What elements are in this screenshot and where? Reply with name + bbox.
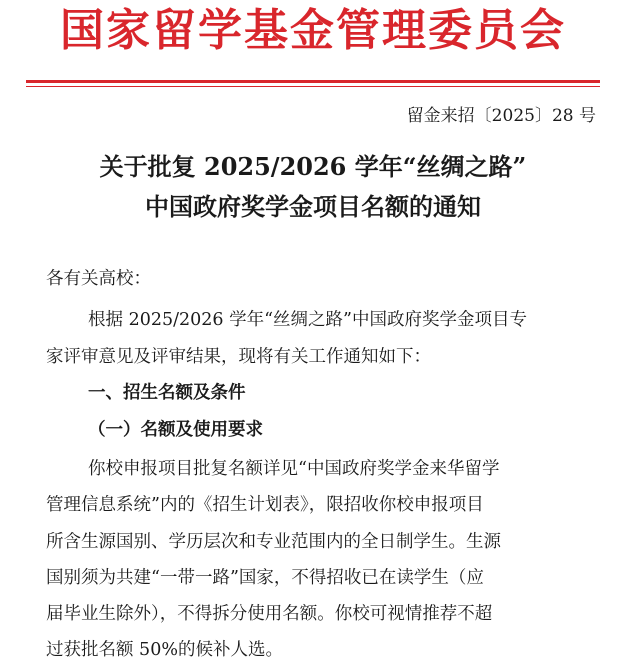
paragraph-line: 过获批名额 50%的候补人选。 <box>46 640 283 660</box>
letterhead-rule-thick <box>26 80 600 83</box>
paragraph-line: 国别须为共建“一带一路”国家，不得招收已在读学生（应 <box>46 568 484 588</box>
section-1-heading: 一、招生名额及条件 <box>88 383 246 403</box>
intro-line-2: 家评审意见及评审结果，现将有关工作通知如下： <box>46 347 431 367</box>
paragraph-line: 管理信息系统”内的《招生计划表》，限招收你校申报项目 <box>46 495 484 515</box>
letterhead-org-name: 国家留学基金管理委员会 <box>60 5 566 56</box>
paragraph-line: 你校申报项目批复名额详见“中国政府奖学金来华留学 <box>88 459 500 479</box>
salutation: 各有关高校： <box>46 269 151 289</box>
paragraph-line: 届毕业生除外），不得拆分使用名额。你校可视情推荐不超 <box>46 604 493 624</box>
paragraph-line: 所含生源国别、学历层次和专业范围内的全日制学生。生源 <box>46 532 501 552</box>
document-title-line-2: 中国政府奖学金项目名额的通知 <box>145 192 481 221</box>
subsection-1-heading: （一）名额及使用要求 <box>88 420 263 440</box>
intro-line-1: 根据 2025/2026 学年“丝绸之路”中国政府奖学金项目专 <box>88 310 527 330</box>
document-number: 留金来招〔2025〕28 号 <box>406 106 596 126</box>
letterhead-rule-thin <box>26 86 600 87</box>
document-title-line-1: 关于批复 2025/2026 学年“丝绸之路” <box>99 152 527 181</box>
